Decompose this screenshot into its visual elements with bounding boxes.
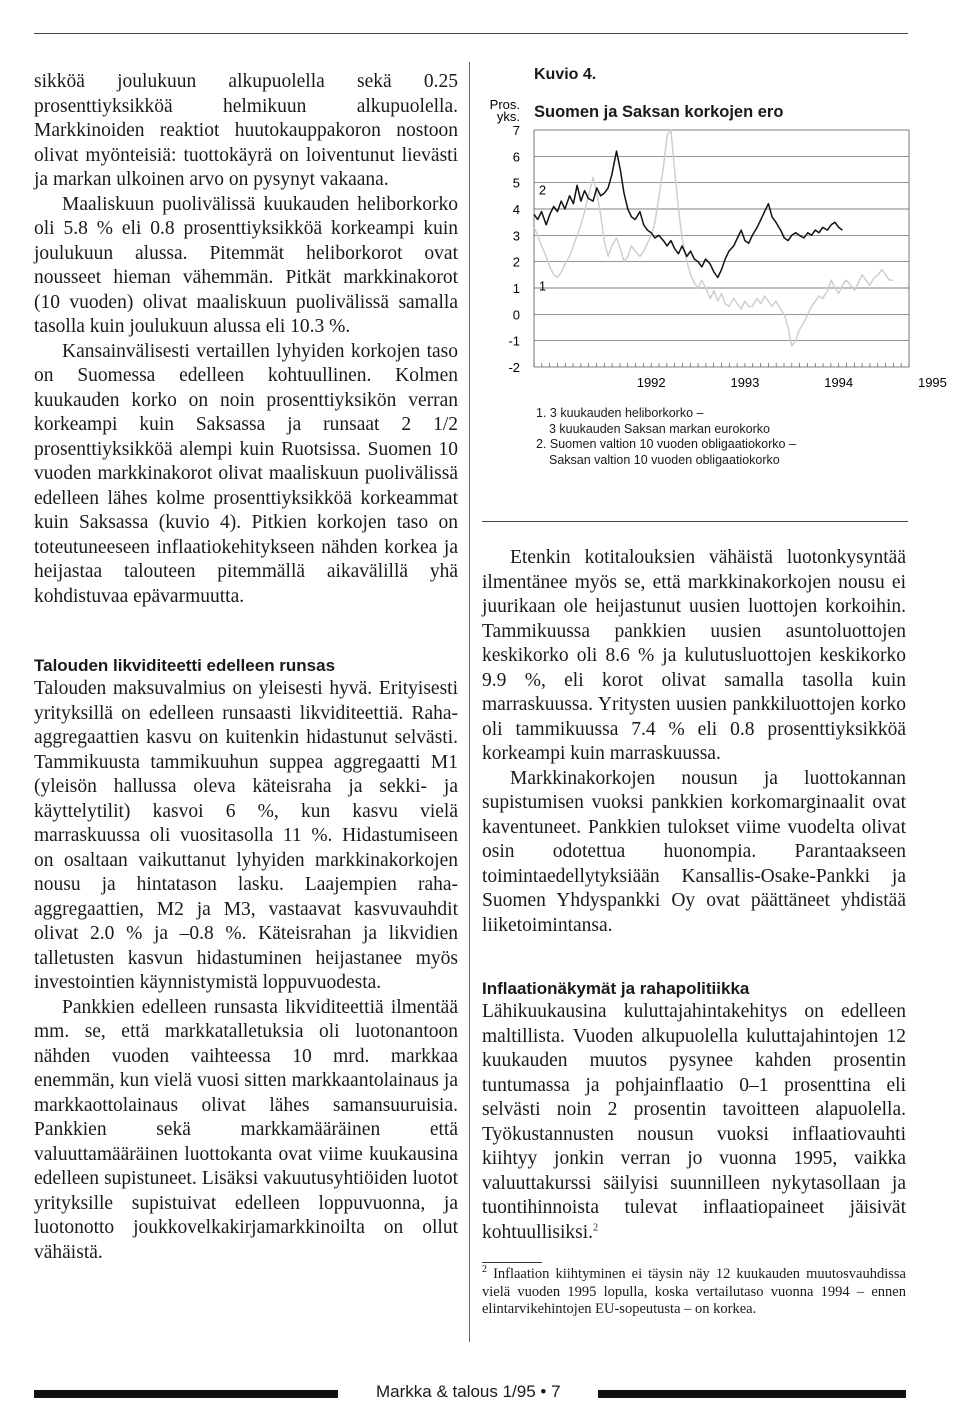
section-heading: Talouden likviditeetti edelleen runsas	[34, 656, 336, 675]
footnote-text: Inflaation kiihtyminen ei täysin näy 12 kuukauden muutosvauhdissa vielä vuoden 1995 lopulla, koska vertailutaso vuonna 1994 – ennen elintarvikehintojen EU-sopeutusta – on korkea.	[482, 1266, 906, 1317]
y-tick-label: 4	[512, 202, 520, 217]
y-axis-label: yks.	[496, 109, 520, 124]
body-paragraph: sikköä joulukuun alkupuolella sekä 0.25 prosenttiyksikköä helmikuun alkupuolella. Markkinoiden reaktiot huutokauppakoron nostoon olivat myönteisiä: tuottokäyrä on loiventunut lievästi ja markan ulkoinen arvo on pysynyt vakaana.	[34, 71, 458, 190]
note-line: 1. 3 kuukauden heliborkorko –	[536, 406, 704, 420]
x-tick-label: 1992	[636, 375, 666, 390]
y-tick-label: -2	[508, 360, 520, 375]
y-tick-label: 3	[512, 228, 520, 244]
page-footer	[0, 1378, 959, 1408]
y-tick-label: 0	[512, 307, 520, 323]
top-rule	[34, 33, 908, 34]
x-tick-label: 1994	[824, 375, 854, 390]
series-line	[534, 130, 893, 346]
footer-text: Markka & talous 1/95 • 7	[376, 1382, 561, 1401]
y-tick-label: -1	[508, 333, 520, 349]
x-tick-label: 1995	[917, 375, 947, 390]
y-tick-label: 2	[512, 254, 520, 270]
y-tick-label: 7	[512, 123, 520, 138]
body-paragraph: Lähikuukausina kuluttajahintakehitys on edelleen maltillista. Vuoden alkupuolella kuluttajahintojen 12 kuukauden muutos pysynee kahden prosentin tuntumassa ja pohjainflaatio 0–1 prosenttina eli selvästi noin 2 prosentin tavoitteen alapuolella. Työkustannusten nousun vuoksi inflaatiovauhti kiihtyy jonkin verran jo vuonna 1995, vaikka valuuttakurssi säilyisi suunnilleen nykytasollaan ja tuontihinnoista tulevat inflaatiopaineet jäisivät kohtuullisiksi.$^2$	[482, 1001, 906, 1243]
body-paragraph: Kansainvälisesti vertaillen lyhyiden korkojen taso on Suomessa edelleen kohtuullinen. Kolmen kuukauden korko on noin prosenttiyksikön verran korkeampi kuin Saksassa ja runsaat 2 1/2 prosenttiyksikköä alempi kuin Ruotsissa. Suomen 10 vuoden markkinakorot olivat maaliskuun puolivälissä edelleen lähes kolme prosenttiyksikköä korkeammat kuin Saksassa (kuvio 4). Pitkien korkojen taso on toteutuneeseen inflaatiokehitykseen nähden korkea ja heijastaa talouteen pitemmällä aikavälillä yhä kohdistuvaa epävarmuutta.	[34, 340, 458, 607]
footnote-mark: 2	[482, 1264, 487, 1276]
left-column	[34, 70, 458, 1265]
figure	[482, 62, 947, 532]
figure-bottom-rule	[482, 521, 908, 522]
figure-title: Suomen ja Saksan korkojen ero	[534, 103, 784, 121]
series-label: 1	[538, 278, 547, 294]
figure-label: Kuvio 4.	[534, 66, 597, 83]
x-tick-label: 1993	[730, 375, 760, 390]
figure-notes	[536, 406, 796, 468]
y-axis-label: Pros.	[489, 97, 520, 112]
series-line	[534, 151, 842, 277]
note-line: Saksan valtion 10 vuoden obligaatiokorko	[549, 452, 780, 467]
column-divider	[469, 62, 470, 1342]
right-column	[482, 546, 906, 1245]
footer-bar-left	[34, 1390, 338, 1398]
footnote-reference: 2	[593, 1222, 599, 1233]
y-tick-label: 6	[512, 149, 520, 165]
y-tick-label: 1	[512, 281, 520, 296]
footnote-rule	[482, 1262, 542, 1263]
section-heading: Inflaationäkymät ja rahapolitiikka	[482, 979, 750, 998]
y-tick-label: 5	[512, 175, 520, 191]
body-paragraph: Markkinakorkojen nousun ja luottokannan supistumisen vuoksi pankkien korkomarginaalit ovat kaventuneet. Pankkien tulokset viime vuodelta olivat osin odotettua huonompia. Parantaakseen toimintaedellytyksiään Kansallis-Osake-Pankki ja Suomen Yhdyspankki Oy ovat päättäneet yhdistää liiketoimintansa.	[482, 767, 906, 936]
footnote	[482, 1266, 906, 1319]
body-paragraph: Pankkien edelleen runsasta likviditeettiä ilmentää mm. se, että markkatalletuksia oli luotonantoon nähden vuoden vaihteessa 10 mrd. markkaa enemmän, kun vielä vuosi sitten markkaantolainaus ja markkaottolainaus olivat lähes samansuuruisia. Pankkien sekä markkamääräinen että valuuttamääräinen luottokanta ovat viime kuukausina edelleen supistuneet. Lisäksi vakuutusyhtiöiden luotot yrityksille supistuivat edelleen loppuvuonna, ja luotonotto joukkovelkakirjamarkkinoilta on ollut vähäistä.	[34, 996, 458, 1263]
body-paragraph: Etenkin kotitalouksien vähäistä luotonkysyntää ilmentänee myös se, että markkinakorkojen nousu ei juurikaan ole heijastunut uusien luottojen korkoihin. Tammikuussa pankkien uusien asuntoluottojen keskikorko oli 8.6 % ja kulutusluottojen keskikorko 9.9 %, eli korot olivat samalla tasolla kuin marraskuussa. Yritysten uusien pankkiluottojen korko oli tammikuussa 7.4 % eli 0.8 prosenttiyksikköä korkeampi kuin marraskuussa.	[482, 547, 906, 764]
interest-rate-difference-chart	[482, 62, 947, 402]
footer-bar-right	[598, 1390, 906, 1398]
body-paragraph: Talouden maksuvalmius on yleisesti hyvä. Erityisesti yrityksillä on edelleen runsaasti likviditeettiä. Raha-aggregaattien kasvu on kuitenkin hidastunut selvästi. Tammikuusta tammikuuhun suppea aggregaatti M1 (yleisön hallussa oleva käteisraha ja sekki- ja käyttelytilit) kasvoi 6 %, kun kasvu vielä marraskuussa oli vuositasolla 11 %. Hidastumiseen on osaltaan vaikuttanut lyhyiden markkinakorkojen nousu ja hintatason lasku. Laajempien raha-aggregaattien, M2 ja M3, vastaavat kasvuvauhdit olivat 2.0 % ja –0.8 %. Käteisrahan ja likvidien talletusten kasvun hidastuminen heijastanee myös investointien käynnistymistä loppuvuodesta.	[34, 678, 458, 993]
note-line: 2. Suomen valtion 10 vuoden obligaatiokorko –	[536, 437, 796, 451]
body-paragraph: Maaliskuun puolivälissä kuukauden heliborkorko oli 5.8 % eli 0.8 prosenttiyksikköä korkeampi kuin joulukuun alussa. Pitemmät heliborkorot ovat nousseet hieman vähemmän. Pitkät markkinakorot (10 vuoden) olivat maaliskuun puolivälissä samalla tasolla kuin joulukuun alussa eli 10.3 %.	[34, 193, 458, 337]
series-label: 2	[538, 182, 547, 198]
note-line: 3 kuukauden Saksan markan eurokorko	[549, 421, 770, 436]
